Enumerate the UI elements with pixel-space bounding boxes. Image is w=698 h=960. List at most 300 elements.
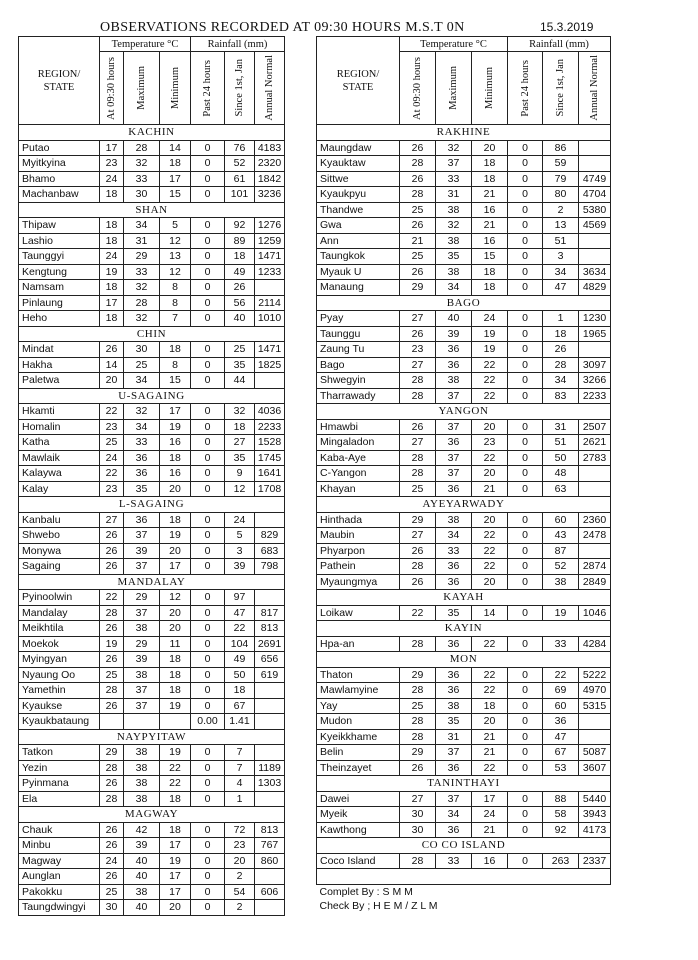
station-row: [317, 729, 611, 745]
temp-max-cell: 33: [436, 543, 472, 559]
rain-24h-cell: 0: [508, 357, 543, 373]
rain-annual-normal-cell: [579, 729, 611, 745]
temp-0930-cell: 28: [100, 791, 124, 807]
rain-since-jan-cell: 53: [543, 760, 579, 776]
temp-0930-cell: 27: [400, 357, 436, 373]
temp-min-cell: 19: [472, 326, 508, 342]
station-row: [19, 590, 285, 606]
rainfall-group-header: Rainfall (mm): [191, 37, 285, 52]
station-row: [19, 636, 285, 652]
rain-since-jan-cell: 47: [225, 605, 255, 621]
station-row: [317, 853, 611, 869]
temp-0930-cell: 25: [400, 202, 436, 218]
temp-max-cell: 35: [436, 714, 472, 730]
region-section-row: [317, 404, 611, 420]
rain-24h-cell: 0: [508, 760, 543, 776]
rain-since-jan-cell: 263: [543, 853, 579, 869]
rain-since-jan-cell: 35: [225, 450, 255, 466]
station-row: [317, 249, 611, 265]
station-name-cell: Sittwe: [317, 171, 400, 187]
region-section-title: CHIN: [19, 326, 285, 342]
temp-max-cell: 35: [124, 481, 160, 497]
rain-since-jan-cell: 33: [543, 636, 579, 652]
station-name-cell: Myingyan: [19, 652, 100, 668]
rain-24h-cell: 0: [508, 683, 543, 699]
rain-since-jan-cell: 18: [225, 683, 255, 699]
station-name-cell: Zaung Tu: [317, 342, 400, 358]
station-row: [317, 388, 611, 404]
temp-min-cell: 20: [160, 543, 191, 559]
station-row: [317, 791, 611, 807]
station-name-cell: Tatkon: [19, 745, 100, 761]
rain-since-jan-cell: 36: [543, 714, 579, 730]
temp-min-cell: 22: [160, 760, 191, 776]
station-row: [317, 512, 611, 528]
temp-0930-cell: 27: [100, 512, 124, 528]
station-row: [317, 698, 611, 714]
station-row: [19, 605, 285, 621]
temp-max-cell: 40: [436, 311, 472, 327]
rain-annual-normal-cell: 1010: [255, 311, 285, 327]
temp-max-cell: 32: [124, 156, 160, 172]
temp-min-cell: 22: [472, 388, 508, 404]
rain-annual-normal-cell: 3943: [579, 807, 611, 823]
temp-max-cell: 36: [436, 357, 472, 373]
signature-text: Complet By : S M M: [319, 885, 413, 898]
temp-min-cell: 18: [472, 171, 508, 187]
temp-0930-cell: 28: [400, 729, 436, 745]
rain-since-jan-cell: 97: [225, 590, 255, 606]
station-name-cell: Bago: [317, 357, 400, 373]
station-row: [19, 621, 285, 637]
rain-annual-normal-cell: 798: [255, 559, 285, 575]
col-at-0930-header: At 09:30 hours: [400, 52, 436, 125]
rain-annual-normal-cell: 4284: [579, 636, 611, 652]
temp-0930-cell: 28: [400, 388, 436, 404]
rain-since-jan-cell: 38: [543, 574, 579, 590]
rain-annual-normal-cell: [579, 342, 611, 358]
rain-annual-normal-cell: [255, 512, 285, 528]
rain-24h-cell: 0: [191, 450, 225, 466]
temp-max-cell: 35: [436, 249, 472, 265]
temp-max-cell: 37: [124, 605, 160, 621]
temp-max-cell: 25: [124, 357, 160, 373]
rain-annual-normal-cell: 813: [255, 822, 285, 838]
region-section-title: YANGON: [317, 404, 611, 420]
temp-0930-cell: 18: [100, 233, 124, 249]
temp-max-cell: 38: [436, 512, 472, 528]
signature-row: [317, 899, 611, 914]
rain-24h-cell: 0.00: [191, 714, 225, 730]
region-section-row: [19, 202, 285, 218]
region-section-row: [317, 621, 611, 637]
temp-0930-cell: 25: [400, 249, 436, 265]
temp-max-cell: 31: [124, 233, 160, 249]
temp-0930-cell: 28: [400, 853, 436, 869]
temp-0930-cell: 25: [100, 667, 124, 683]
temp-0930-cell: 26: [400, 218, 436, 234]
rain-since-jan-cell: 12: [225, 481, 255, 497]
temp-0930-cell: 17: [100, 295, 124, 311]
rain-24h-cell: 0: [508, 326, 543, 342]
station-name-cell: Kyeikkhame: [317, 729, 400, 745]
rain-24h-cell: 0: [191, 838, 225, 854]
temp-0930-cell: 26: [100, 869, 124, 885]
temp-min-cell: 22: [472, 667, 508, 683]
station-row: [317, 326, 611, 342]
station-row: [19, 156, 285, 172]
station-row: [317, 419, 611, 435]
temp-max-cell: 39: [436, 326, 472, 342]
temp-min-cell: 16: [160, 466, 191, 482]
rain-since-jan-cell: 27: [225, 435, 255, 451]
rain-24h-cell: 0: [191, 342, 225, 358]
temp-min-cell: 24: [472, 807, 508, 823]
station-name-cell: Moekok: [19, 636, 100, 652]
station-name-cell: Coco Island: [317, 853, 400, 869]
temp-max-cell: 36: [436, 683, 472, 699]
temp-max-cell: 39: [124, 652, 160, 668]
rain-since-jan-cell: 7: [225, 760, 255, 776]
temp-max-cell: 30: [124, 187, 160, 203]
signature-text: Check By ; H E M / Z L M: [319, 900, 438, 913]
temp-max-cell: 37: [436, 466, 472, 482]
blank-cell: [317, 869, 611, 885]
rain-annual-normal-cell: 4036: [255, 404, 285, 420]
temp-0930-cell: 23: [100, 156, 124, 172]
station-name-cell: Hkamti: [19, 404, 100, 420]
temp-min-cell: 19: [160, 745, 191, 761]
temp-min-cell: 18: [472, 156, 508, 172]
rain-annual-normal-cell: 3266: [579, 373, 611, 389]
temp-max-cell: 29: [124, 590, 160, 606]
temp-0930-cell: 22: [100, 404, 124, 420]
rain-24h-cell: 0: [508, 714, 543, 730]
temp-0930-cell: 28: [400, 466, 436, 482]
temp-min-cell: 18: [472, 698, 508, 714]
temp-0930-cell: 28: [400, 187, 436, 203]
rain-since-jan-cell: 54: [225, 884, 255, 900]
rain-since-jan-cell: 2: [225, 869, 255, 885]
temp-min-cell: 18: [160, 156, 191, 172]
temp-min-cell: 15: [160, 187, 191, 203]
station-row: [19, 559, 285, 575]
temp-0930-cell: 21: [400, 233, 436, 249]
temp-0930-cell: 28: [400, 559, 436, 575]
station-row: [317, 156, 611, 172]
station-row: [19, 435, 285, 451]
station-name-cell: C-Yangon: [317, 466, 400, 482]
region-section-row: [317, 590, 611, 606]
rain-annual-normal-cell: [255, 373, 285, 389]
temp-min-cell: 16: [472, 853, 508, 869]
station-name-cell: Kyauktaw: [317, 156, 400, 172]
rain-since-jan-cell: 67: [225, 698, 255, 714]
temp-max-cell: 40: [124, 900, 160, 916]
rain-since-jan-cell: 18: [225, 419, 255, 435]
region-section-row: [317, 125, 611, 141]
station-name-cell: Hinthada: [317, 512, 400, 528]
temp-min-cell: 19: [160, 853, 191, 869]
rain-since-jan-cell: 2: [543, 202, 579, 218]
station-row: [317, 481, 611, 497]
temp-0930-cell: 19: [100, 636, 124, 652]
station-name-cell: Pathein: [317, 559, 400, 575]
temp-min-cell: 20: [160, 481, 191, 497]
temp-max-cell: 34: [436, 280, 472, 296]
rain-24h-cell: 0: [191, 171, 225, 187]
rain-since-jan-cell: 43: [543, 528, 579, 544]
temp-min-cell: 17: [160, 559, 191, 575]
temp-min-cell: 15: [160, 373, 191, 389]
region-section-title: MAGWAY: [19, 807, 285, 823]
rain-24h-cell: 0: [191, 466, 225, 482]
rain-since-jan-cell: 101: [225, 187, 255, 203]
temp-max-cell: 33: [124, 435, 160, 451]
temp-min-cell: 8: [160, 295, 191, 311]
station-name-cell: Nyaung Oo: [19, 667, 100, 683]
rain-annual-normal-cell: 1471: [255, 249, 285, 265]
station-row: [19, 714, 285, 730]
region-section-title: AYEYARWADY: [317, 497, 611, 513]
rain-24h-cell: 0: [191, 559, 225, 575]
station-name-cell: Meikhtila: [19, 621, 100, 637]
rain-since-jan-cell: 35: [225, 357, 255, 373]
rain-annual-normal-cell: 2849: [579, 574, 611, 590]
station-name-cell: Yezin: [19, 760, 100, 776]
temp-min-cell: 17: [160, 171, 191, 187]
region-section-title: RAKHINE: [317, 125, 611, 141]
temp-0930-cell: 26: [400, 171, 436, 187]
rain-since-jan-cell: 80: [543, 187, 579, 203]
temp-0930-cell: 22: [400, 605, 436, 621]
temp-0930-cell: 26: [100, 528, 124, 544]
station-row: [19, 528, 285, 544]
temp-max-cell: 39: [124, 838, 160, 854]
station-row: [317, 760, 611, 776]
rain-since-jan-cell: 48: [543, 466, 579, 482]
temp-0930-cell: 27: [400, 311, 436, 327]
temp-0930-cell: 23: [100, 419, 124, 435]
temp-0930-cell: 28: [400, 373, 436, 389]
temp-min-cell: 24: [472, 311, 508, 327]
station-row: [19, 450, 285, 466]
temp-min-cell: 22: [472, 528, 508, 544]
station-name-cell: Paletwa: [19, 373, 100, 389]
rain-since-jan-cell: 26: [543, 342, 579, 358]
rain-24h-cell: 0: [191, 791, 225, 807]
rain-since-jan-cell: 60: [543, 698, 579, 714]
rain-annual-normal-cell: 2233: [579, 388, 611, 404]
rain-24h-cell: 0: [191, 187, 225, 203]
rain-annual-normal-cell: 1708: [255, 481, 285, 497]
temp-min-cell: [160, 714, 191, 730]
temp-max-cell: 38: [436, 373, 472, 389]
station-row: [317, 280, 611, 296]
temp-0930-cell: 27: [400, 528, 436, 544]
rain-since-jan-cell: 51: [543, 435, 579, 451]
station-row: [317, 683, 611, 699]
station-name-cell: Pinlaung: [19, 295, 100, 311]
col-annual-normal-header: Annual Normal: [255, 52, 285, 125]
station-name-cell: Monywa: [19, 543, 100, 559]
temp-max-cell: 32: [436, 218, 472, 234]
observations-table-left: [18, 36, 285, 916]
temp-0930-cell: 30: [400, 822, 436, 838]
temp-max-cell: 37: [124, 698, 160, 714]
rain-since-jan-cell: 7: [225, 745, 255, 761]
station-row: [19, 295, 285, 311]
station-name-cell: Machanbaw: [19, 187, 100, 203]
station-row: [19, 884, 285, 900]
temp-max-cell: 37: [436, 388, 472, 404]
rain-since-jan-cell: 92: [225, 218, 255, 234]
rain-since-jan-cell: 18: [225, 249, 255, 265]
rain-since-jan-cell: 72: [225, 822, 255, 838]
temp-0930-cell: 26: [400, 140, 436, 156]
temp-max-cell: 37: [124, 683, 160, 699]
rain-annual-normal-cell: 860: [255, 853, 285, 869]
station-row: [317, 171, 611, 187]
region-section-row: [317, 652, 611, 668]
rain-24h-cell: 0: [191, 869, 225, 885]
rain-annual-normal-cell: 656: [255, 652, 285, 668]
station-name-cell: Maubin: [317, 528, 400, 544]
rain-annual-normal-cell: [255, 280, 285, 296]
station-row: [19, 481, 285, 497]
station-row: [19, 869, 285, 885]
rain-annual-normal-cell: 5380: [579, 202, 611, 218]
temp-0930-cell: 18: [100, 218, 124, 234]
temp-max-cell: 32: [436, 140, 472, 156]
station-row: [19, 652, 285, 668]
station-name-cell: Mandalay: [19, 605, 100, 621]
region-section-title: KACHIN: [19, 125, 285, 141]
rain-annual-normal-cell: 1641: [255, 466, 285, 482]
temp-0930-cell: 18: [100, 280, 124, 296]
station-name-cell: Pyinmana: [19, 776, 100, 792]
station-name-cell: Myeik: [317, 807, 400, 823]
temp-min-cell: 20: [472, 466, 508, 482]
rain-annual-normal-cell: 3634: [579, 264, 611, 280]
rain-since-jan-cell: 13: [543, 218, 579, 234]
temp-min-cell: 12: [160, 233, 191, 249]
temp-min-cell: 16: [472, 233, 508, 249]
station-name-cell: Aunglan: [19, 869, 100, 885]
station-row: [19, 311, 285, 327]
temp-0930-cell: 30: [100, 900, 124, 916]
station-name-cell: Shwegyin: [317, 373, 400, 389]
station-name-cell: Yay: [317, 698, 400, 714]
temp-min-cell: 17: [160, 838, 191, 854]
temp-0930-cell: 23: [100, 481, 124, 497]
temp-max-cell: 38: [124, 621, 160, 637]
region-section-title: NAYPYITAW: [19, 729, 285, 745]
temp-0930-cell: 26: [400, 264, 436, 280]
station-name-cell: Kalay: [19, 481, 100, 497]
rain-24h-cell: 0: [508, 574, 543, 590]
temp-min-cell: 18: [472, 280, 508, 296]
region-section-title: KAYIN: [317, 621, 611, 637]
rain-24h-cell: 0: [191, 822, 225, 838]
rain-annual-normal-cell: [255, 590, 285, 606]
rain-24h-cell: 0: [508, 264, 543, 280]
rain-annual-normal-cell: 1528: [255, 435, 285, 451]
rain-since-jan-cell: 25: [225, 342, 255, 358]
temperature-group-header: Temperature °C: [400, 37, 508, 52]
rain-24h-cell: 0: [191, 853, 225, 869]
temp-min-cell: 20: [160, 621, 191, 637]
temp-max-cell: 29: [124, 636, 160, 652]
temp-min-cell: 18: [160, 512, 191, 528]
rain-since-jan-cell: 34: [543, 264, 579, 280]
temp-max-cell: 40: [124, 853, 160, 869]
temp-min-cell: 16: [472, 202, 508, 218]
temp-max-cell: 33: [124, 171, 160, 187]
rain-24h-cell: 0: [191, 621, 225, 637]
rain-annual-normal-cell: 606: [255, 884, 285, 900]
rain-annual-normal-cell: [579, 714, 611, 730]
station-row: [317, 450, 611, 466]
station-name-cell: Heho: [19, 311, 100, 327]
temp-0930-cell: 27: [400, 435, 436, 451]
rain-24h-cell: 0: [191, 698, 225, 714]
station-name-cell: Taungkok: [317, 249, 400, 265]
rain-annual-normal-cell: [579, 249, 611, 265]
station-name-cell: Bhamo: [19, 171, 100, 187]
station-row: [19, 373, 285, 389]
rain-annual-normal-cell: 1471: [255, 342, 285, 358]
station-row: [19, 404, 285, 420]
rain-24h-cell: 0: [508, 481, 543, 497]
rain-24h-cell: 0: [508, 667, 543, 683]
rain-24h-cell: 0: [191, 683, 225, 699]
col-since-jan-header: Since 1st, Jan: [543, 52, 579, 125]
temp-min-cell: 18: [472, 264, 508, 280]
col-maximum-header: Maximum: [436, 52, 472, 125]
rain-24h-cell: 0: [508, 559, 543, 575]
rain-since-jan-cell: 1.41: [225, 714, 255, 730]
temp-min-cell: 22: [472, 543, 508, 559]
rain-24h-cell: 0: [191, 357, 225, 373]
col-since-jan-header: Since 1st, Jan: [225, 52, 255, 125]
temp-min-cell: 20: [472, 574, 508, 590]
station-name-cell: Ela: [19, 791, 100, 807]
rain-24h-cell: 0: [508, 187, 543, 203]
temp-0930-cell: [100, 714, 124, 730]
temp-max-cell: 34: [124, 419, 160, 435]
station-name-cell: Katha: [19, 435, 100, 451]
station-name-cell: Manaung: [317, 280, 400, 296]
station-row: [317, 202, 611, 218]
rain-since-jan-cell: 47: [543, 280, 579, 296]
station-name-cell: Thipaw: [19, 218, 100, 234]
rain-annual-normal-cell: 1965: [579, 326, 611, 342]
station-name-cell: Pyinoolwin: [19, 590, 100, 606]
rain-24h-cell: 0: [191, 156, 225, 172]
region-section-row: [317, 838, 611, 854]
rain-since-jan-cell: 60: [543, 512, 579, 528]
rain-annual-normal-cell: 1230: [579, 311, 611, 327]
region-section-row: [19, 388, 285, 404]
col-minimum-header: Minimum: [472, 52, 508, 125]
rain-24h-cell: 0: [508, 280, 543, 296]
report-date: 15.3.2019: [540, 20, 594, 34]
rain-annual-normal-cell: 4569: [579, 218, 611, 234]
temp-max-cell: 36: [436, 667, 472, 683]
temp-max-cell: 36: [436, 574, 472, 590]
temp-0930-cell: 28: [100, 605, 124, 621]
